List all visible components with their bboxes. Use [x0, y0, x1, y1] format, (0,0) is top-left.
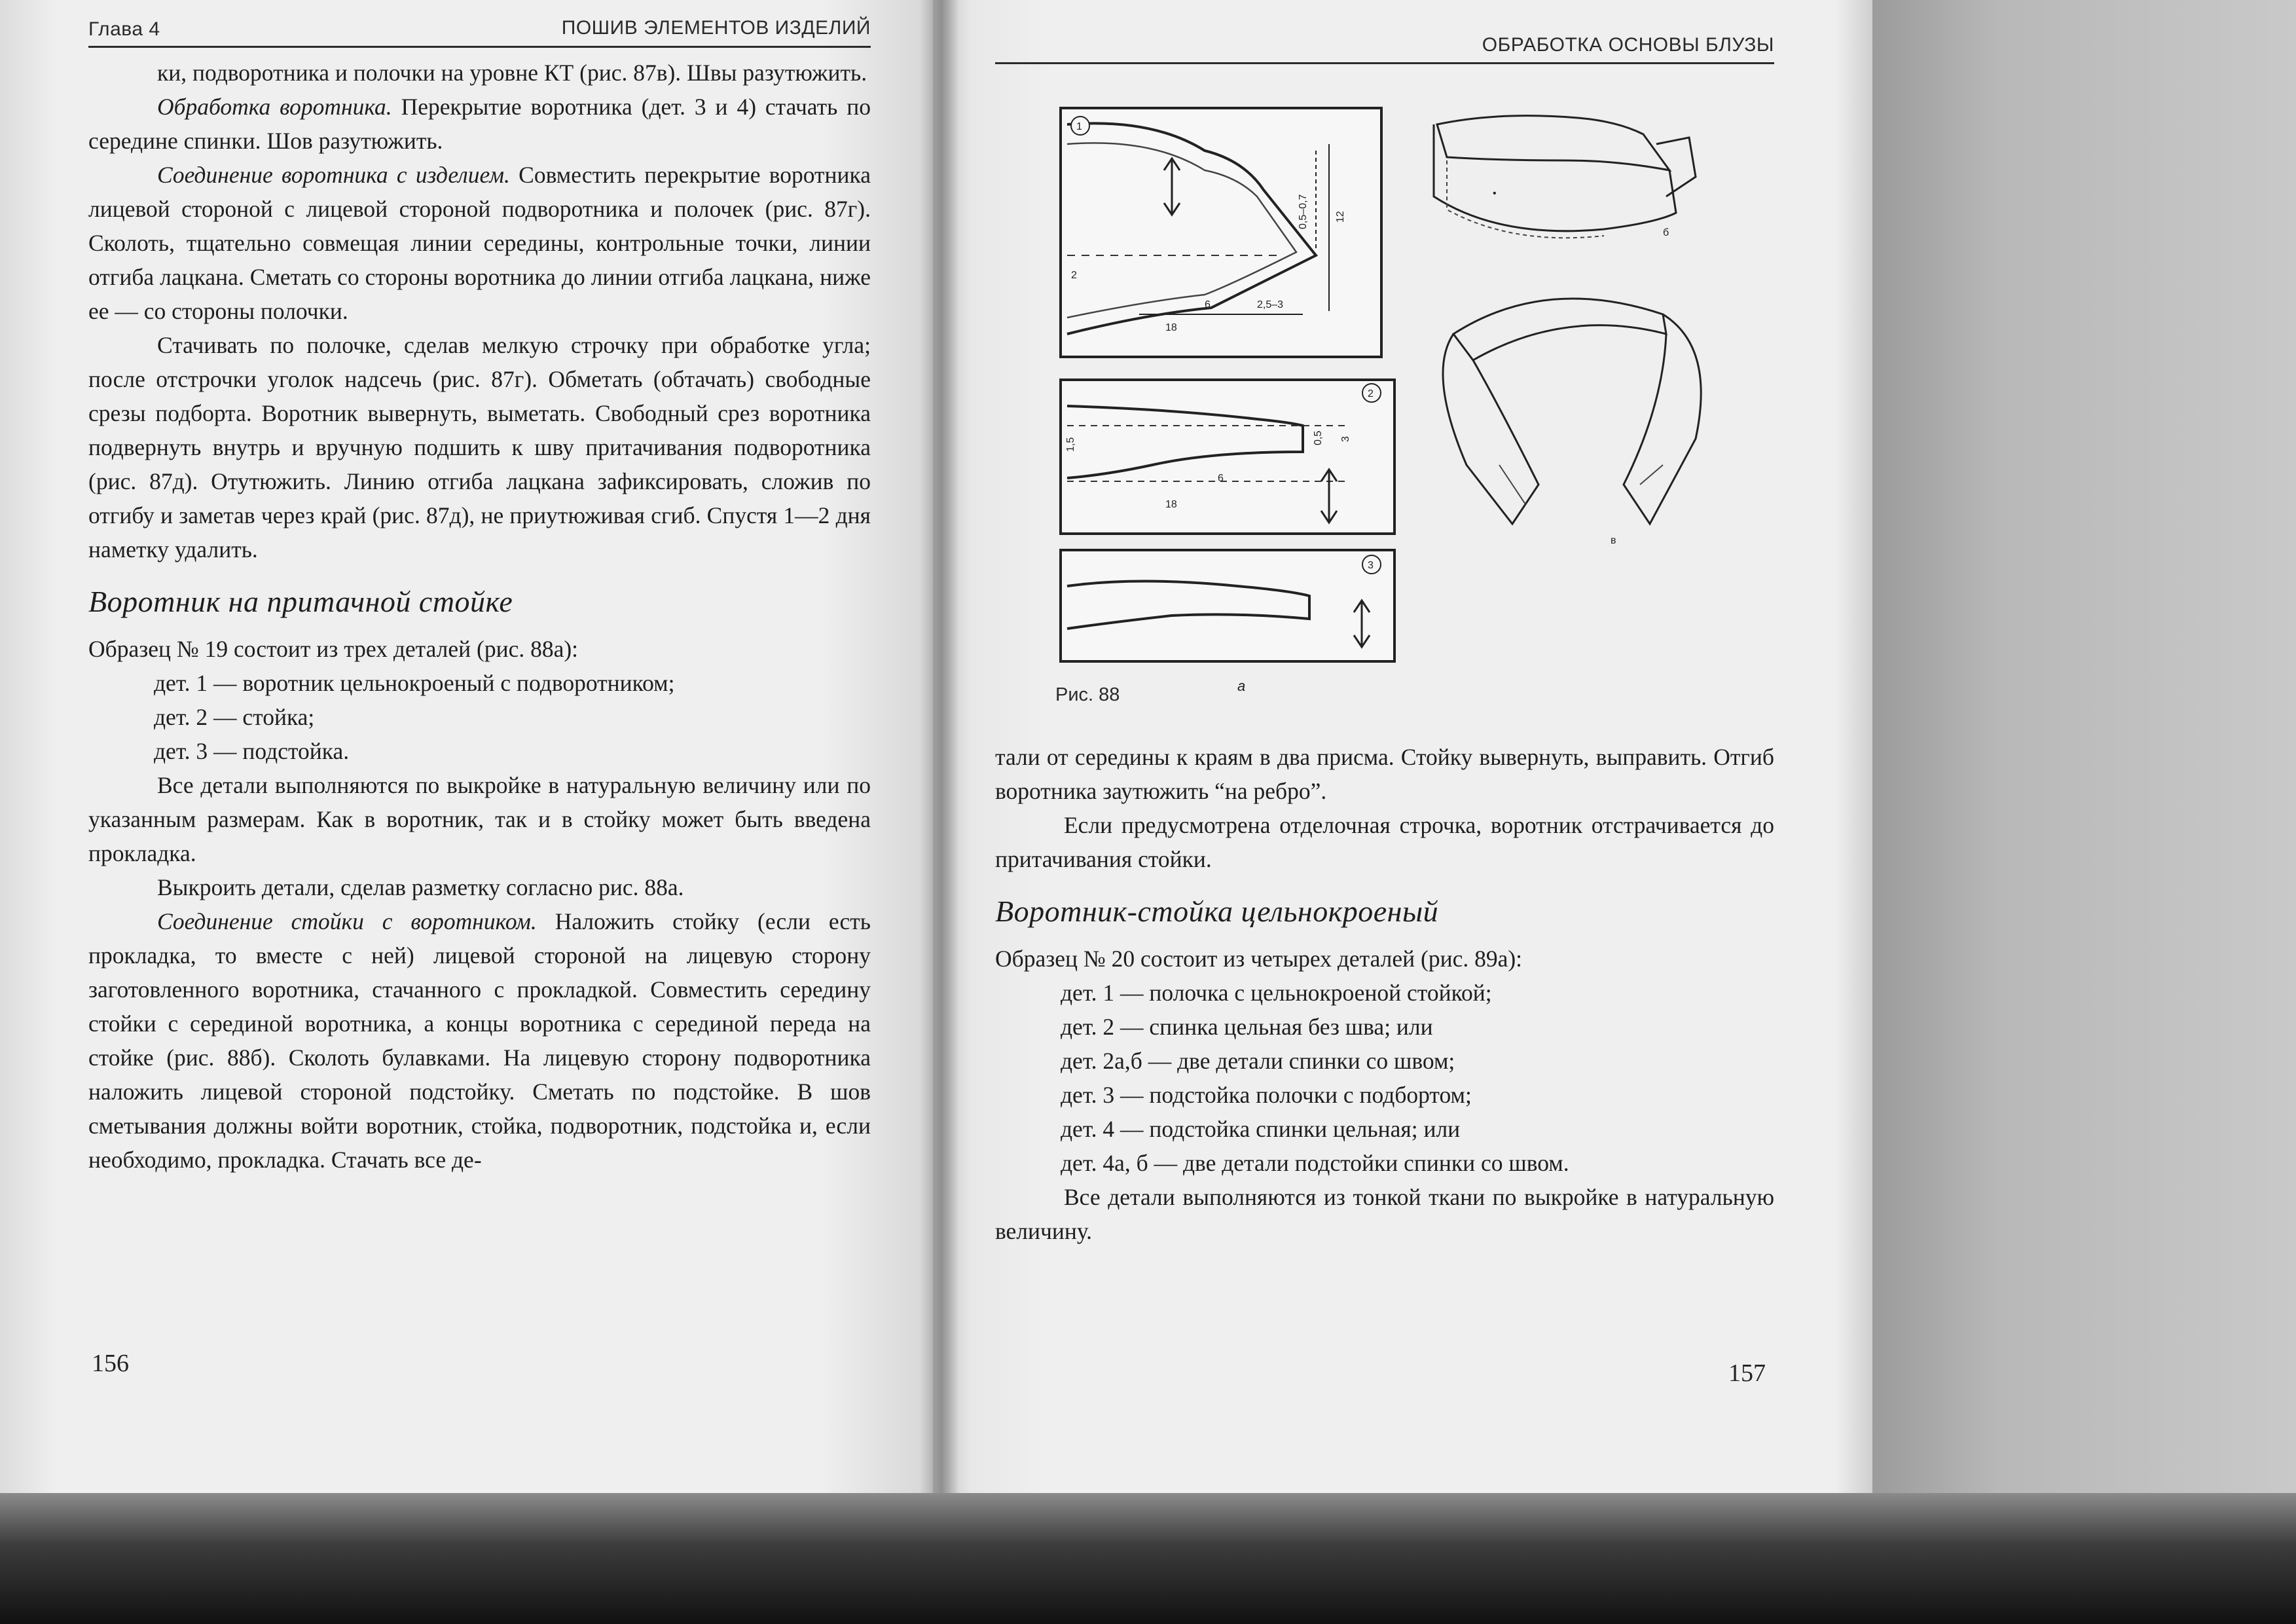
- paragraph: [995, 740, 1774, 808]
- paragraph: [88, 768, 871, 870]
- collar-sketch-open: [1453, 299, 1666, 360]
- scanner-margin: [1872, 0, 2296, 1493]
- left-running-head-title: ПОШИВ ЭЛЕМЕНТОВ ИЗДЕЛИЙ: [561, 17, 871, 39]
- paragraph-text: Выкроить детали, сделав разметку согласно рис. 88а.: [157, 874, 684, 900]
- dim-label-top-vertical-1: 0,5–0,7: [1298, 194, 1309, 229]
- book-gutter: [920, 0, 959, 1493]
- detail-list-item: дет. 4а, б — две детали подстойки спинки со швом.: [1061, 1150, 1569, 1176]
- paragraph-lead: Обработка воротника.: [157, 94, 392, 120]
- right-intro: Образец № 20 состоит из четырех деталей (рис. 89а):: [995, 946, 1523, 972]
- paragraph-text: Если предусмотрена отделочная строчка, воротник отстрачивается до притачивания стойки.: [995, 812, 1774, 872]
- marker-1-top: 1: [1076, 121, 1082, 132]
- paragraph: [88, 90, 871, 158]
- paragraph-lead: Соединение воротника с изделием.: [157, 162, 510, 188]
- right-text-column: [995, 740, 1774, 1248]
- pattern-sheet-1: [1061, 108, 1381, 357]
- left-running-head-chapter: Глава 4: [88, 18, 160, 40]
- collar-sketch-top: [1437, 116, 1669, 170]
- paragraph: [88, 56, 871, 90]
- paragraph-lead: Соединение стойки с воротником.: [157, 908, 537, 934]
- figure-88: [1041, 98, 1787, 707]
- paragraph-text: ки, подворотника и полочки на уровне КТ (рис. 87в). Швы разутюжить.: [157, 60, 867, 86]
- marker-2-mid: 2: [1368, 388, 1374, 399]
- detail-list-item: дет. 2а,б — две детали спинки со швом;: [1061, 1048, 1455, 1074]
- left-text-column: [88, 56, 871, 1177]
- paragraph: [88, 904, 871, 1177]
- pattern-sheet-3: [1061, 550, 1394, 661]
- pattern-sheet-2: [1061, 380, 1394, 534]
- paragraph: [995, 808, 1774, 876]
- dim-label-mid-eighteen: 18: [1165, 499, 1177, 510]
- detail-list-item: дет. 1 — воротник цельнокроеный с подворотником;: [154, 670, 675, 696]
- paragraph-text: Стачивать по полочке, сделав мелкую строчку при обработке угла; после отстрочки уголок надсечь (рис. 87г). Обметать (обтачать) свободные срезы подборта. Воротник вывернуть, выметать. Свободный срез воротника подвернуть внутрь и вручную подшить к шву притачивания подворотника (рис. 87д). Отутюжить. Линию отгиба лацкана зафиксировать, сложив по отгибу и заметав через край (рис. 87д), не приутюживая сгиб. Спустя 1—2 дня наметку удалить.: [88, 332, 871, 563]
- left-intro: Образец № 19 состоит из трех деталей (рис. 88а):: [88, 636, 579, 662]
- paragraph-text: тали от середины к краям в два присма. Стойку вывернуть, выправить. Отгиб воротника заутюжить “на ребро”.: [995, 744, 1774, 804]
- dim-label-mid-vertical-2: 3: [1340, 436, 1351, 442]
- dim-label-top-two: 2: [1071, 270, 1077, 281]
- detail-list-item: дет. 3 — подстойка полочки с подбортом;: [1061, 1082, 1472, 1108]
- paragraph-text: Все детали выполняются из тонкой ткани по выкройке в натуральную величину.: [995, 1184, 1774, 1244]
- left-page-number: 156: [92, 1350, 129, 1377]
- dim-label-mid-vertical-1: 0,5: [1313, 430, 1324, 445]
- paragraph-text: Наложить стойку (если есть прокладка, то вместе с ней) лицевой стороной на лицевую сторону заготовленного воротника, стачанного с прокладкой. Совместить середину стойки с серединой воротника, а концы воротника с серединой переда на стойке (рис. 88б). Сколоть булавками. На лицевую сторону подворотника наложить лицевой стороной подстойку. Сметать по подстойке. В шов сметывания должны войти воротник, стойка, подворотник, подстойка и, если необходимо, прокладка. Стачать все де-: [88, 908, 871, 1173]
- detail-list-item: дет. 2 — спинка цельная без шва; или: [1061, 1014, 1433, 1040]
- detail-list-item: дет. 1 — полочка с цельнокроеной стойкой;: [1061, 980, 1492, 1006]
- svg-text:•: •: [1493, 188, 1497, 199]
- detail-list-item: дет. 3 — подстойка.: [154, 738, 350, 764]
- right-section-title: Воротник-стойка цельнокроеный: [995, 895, 1439, 928]
- dim-label-top-small: 2,5–3: [1257, 299, 1284, 310]
- figure-label-b: б: [1663, 227, 1669, 238]
- paragraph: [995, 1180, 1774, 1248]
- paragraph-text: Перекрытие воротника (дет. 3 и 4) стачать по середине спинки. Шов разутюжить.: [88, 94, 871, 154]
- paragraph: [88, 870, 871, 904]
- detail-list-item: дет. 2 — стойка;: [154, 704, 315, 730]
- paragraph-text: Совместить перекрытие воротника лицевой стороной с лицевой стороной подворотника и полочек (рис. 87г). Сколоть, тщательно совмещая линии середины, контрольные точки, линии отгиба лацкана. Сметать со стороны воротника до линии отгиба лацкана, ниже ее — со стороны полочки.: [88, 162, 871, 324]
- figure-label-a: а: [1237, 678, 1246, 694]
- figure-label-c: в: [1611, 535, 1616, 546]
- dim-label-mid-six: 6: [1218, 473, 1224, 484]
- dim-label-top-vertical-2: 12: [1335, 211, 1346, 223]
- marker-3-bottom: 3: [1368, 560, 1374, 571]
- figure-caption: Рис. 88: [1055, 684, 1120, 705]
- detail-list-item: дет. 4 — подстойка спинки цельная; или: [1061, 1116, 1461, 1142]
- dim-label-mid-left: 1,5: [1065, 437, 1076, 452]
- right-running-head: ОБРАБОТКА ОСНОВЫ БЛУЗЫ: [1482, 34, 1774, 56]
- left-header-rule: [88, 46, 871, 48]
- paragraph: [88, 328, 871, 566]
- right-page-number: 157: [1728, 1359, 1766, 1387]
- paragraph-text: Все детали выполняются по выкройке в натуральную величину или по указанным размерам. Как в воротник, так и в стойку может быть введена прокладка.: [88, 772, 871, 866]
- scanner-bottom-edge: [0, 1493, 2296, 1624]
- dim-label-top-eighteen: 18: [1165, 322, 1177, 333]
- figure-88-drawing: [1041, 98, 1787, 707]
- dim-label-top-six: 6: [1205, 299, 1211, 310]
- paragraph: [88, 158, 871, 328]
- right-header-rule: [995, 62, 1774, 64]
- left-section-title: Воротник на притачной стойке: [88, 585, 513, 618]
